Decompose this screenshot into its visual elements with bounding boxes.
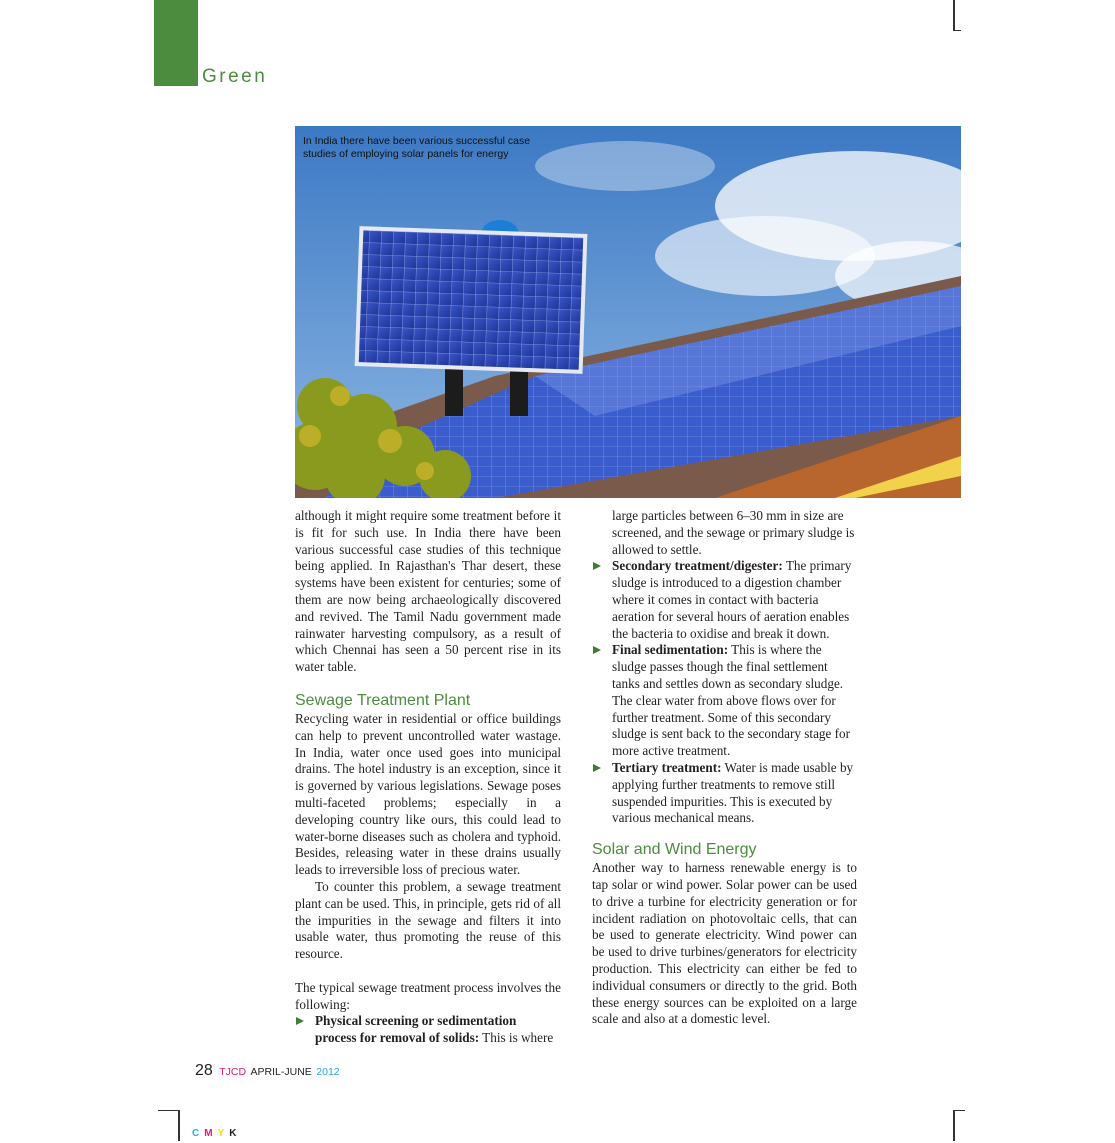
- heading-sewage-treatment-plant: Sewage Treatment Plant: [295, 691, 471, 709]
- list-item-title: Final sedimentation:: [612, 642, 729, 658]
- section-color-bar: [154, 0, 198, 86]
- paragraph: although it might require some treatment before it is fit for such use. In India there have been various successful case studies of this technique being applied. In Rajasthan's Thar desert, these systems have been existent for centuries; some of them are now being archaeologically discovered and revived. The Tamil Nadu government made rainwater harvesting compulsory, as a result of which Chennai has seen a 50 percent rise in its water table.: [295, 508, 561, 675]
- paragraph: Recycling water in residential or office buildings can help to prevent uncontrolled water wastage. In India, water once used goes into municipal drains. The hotel industry is an exception, since it is governed by various legislations. Sewage poses multi-faceted problems; especially in a developing country like ours, this could lead to water-borne diseases such as cholera and typhoid. Besides, releasing water in these drains usually leads to irreversible loss of precious water.: [295, 710, 561, 878]
- left-column: [295, 508, 561, 1047]
- spacer: [295, 963, 561, 980]
- solar-panel-photo: [295, 126, 961, 498]
- list-item: [592, 558, 857, 642]
- crop-mark-top-right: [953, 0, 961, 31]
- section-label: Green: [202, 66, 268, 87]
- photo-caption: In India there have been various successful case studies of employing solar panels for energy: [303, 135, 531, 160]
- list-item-text: Water is made usable by applying further treatments to remove still suspended impurities. This is executed by various mechanical means.: [612, 759, 854, 826]
- list-item-title: Physical screening or sedimentation process for removal of solids:: [315, 1013, 517, 1046]
- list-item-text: This is where: [479, 1030, 554, 1046]
- crop-mark-bottom-left: [158, 1110, 180, 1141]
- bullet-list: [592, 558, 857, 827]
- list-item: [592, 760, 857, 827]
- publication-name: TJCD: [219, 1066, 247, 1078]
- list-item-title: Secondary treatment/digester:: [612, 558, 783, 574]
- list-item-text: This is where the sludge passes though the final settlement tanks and settles down as secondary sludge. The clear water from above flows over for further treatment. Some of this secondary sludge is sent back to the secondary stage for more active treatment.: [612, 642, 851, 759]
- solar-installation-illustration: [295, 126, 961, 498]
- bullet-list: [295, 1013, 561, 1047]
- cmyk-y: Y: [217, 1128, 230, 1139]
- cmyk-m: M: [204, 1128, 218, 1139]
- issue-date: APRIL-JUNE: [250, 1066, 312, 1078]
- cmyk-c: C: [192, 1128, 205, 1139]
- cmyk-registration: [192, 1128, 241, 1139]
- paragraph: The typical sewage treatment process involves the following:: [295, 979, 561, 1012]
- list-item: [592, 642, 857, 760]
- paragraph-continued: large particles between 6–30 mm in size are screened, and the sewage or primary sludge is allowed to settle.: [612, 508, 855, 557]
- heading-solar-and-wind-energy: Solar and Wind Energy: [592, 841, 757, 859]
- spacer: [592, 827, 857, 840]
- paragraph: Another way to harness renewable energy is to tap solar or wind power. Solar power can be used to drive a turbine for electricity generation or for incident radiation on photovoltaic cells, that can be used to generate electricity. Wind power can be used to drive turbines/generators for electricity production. This electricity can either be fed to individual consumers or directly to the grid. Both these energy sources can be exploited on a large scale and also at a domestic level.: [592, 860, 857, 1027]
- crop-mark-bottom-right: [953, 1110, 965, 1141]
- list-item-text: The primary sludge is introduced to a digestion chamber where it comes in contact with bacteria aeration for several hours of aeration enables the bacteria to oxidise and break it down.: [612, 558, 852, 641]
- cmyk-k: K: [229, 1128, 242, 1139]
- list-item: [295, 1013, 561, 1047]
- page-number: 28: [195, 1062, 213, 1079]
- spacer: [295, 676, 561, 691]
- page-footer: [195, 1062, 340, 1080]
- issue-year: 2012: [316, 1066, 340, 1078]
- paragraph: To counter this problem, a sewage treatment plant can be used. This, in principle, gets rid of all the impurities in the sewage and filters it into usable water, thus promoting the reuse of this resource.: [295, 878, 561, 962]
- right-column: [592, 508, 857, 1028]
- list-item-title: Tertiary treatment:: [612, 759, 722, 775]
